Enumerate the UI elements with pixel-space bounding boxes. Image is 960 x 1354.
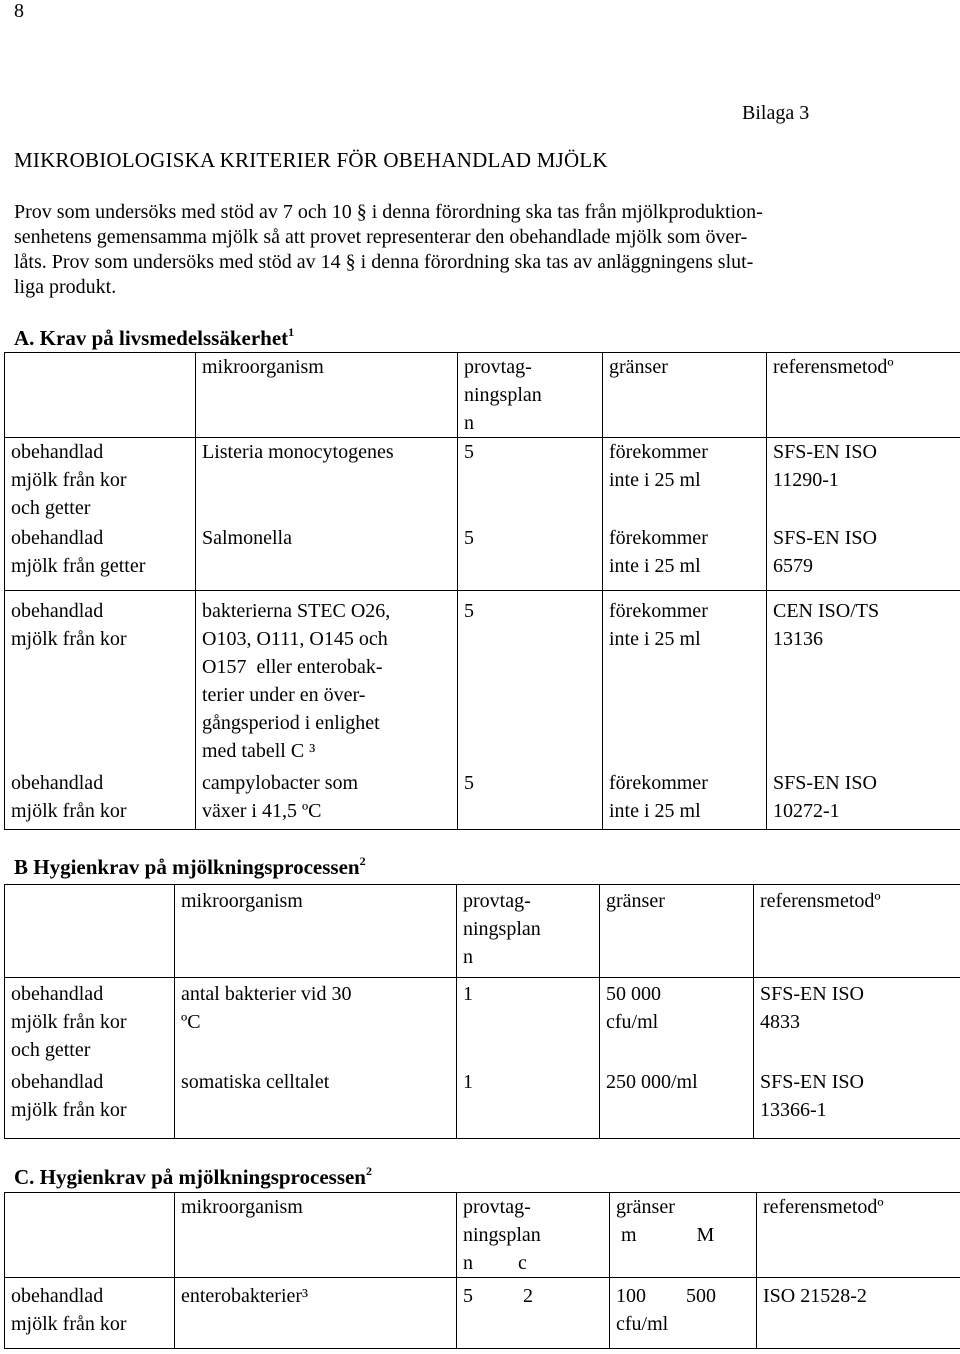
organism-cell: somatiska celltalet [175, 1068, 457, 1139]
header-limits: gränser m M [610, 1193, 757, 1278]
header-product [5, 885, 175, 978]
section-c-table [4, 1192, 960, 1349]
table-header-row [5, 353, 960, 438]
table-row [5, 978, 960, 1069]
header-organism: mikroorganism [196, 353, 458, 438]
table-row [5, 591, 960, 770]
header-organism: mikroorganism [175, 1193, 457, 1278]
limit-cell: 100 500 cfu/ml [610, 1278, 757, 1349]
limit-cell: förekommer inte i 25 ml [603, 769, 767, 830]
header-plan: provtag- ningsplan n [457, 885, 600, 978]
footnote-marker: 2 [359, 854, 366, 868]
header-limits: gränser [603, 353, 767, 438]
method-cell: CEN ISO/TS 13136 [767, 591, 960, 770]
section-b-heading [14, 854, 366, 880]
header-product [5, 353, 196, 438]
method-cell: SFS-EN ISO 11290-1 [767, 438, 960, 525]
limit-cell: förekommer inte i 25 ml [603, 591, 767, 770]
method-cell: SFS-EN ISO 10272-1 [767, 769, 960, 830]
table-row [5, 1068, 960, 1139]
footnote-marker: 1 [288, 325, 295, 339]
intro-line: liga produkt. [14, 276, 117, 298]
product-cell: obehandlad mjölk från kor och getter [5, 438, 196, 525]
header-method: referensmetodº [767, 353, 960, 438]
header-method: referensmetodº [757, 1193, 960, 1278]
product-cell: obehandlad mjölk från kor [5, 591, 196, 770]
n-cell: 5 [458, 438, 603, 525]
table-row [5, 769, 960, 830]
n-cell: 5 [458, 769, 603, 830]
limit-cell: förekommer inte i 25 ml [603, 438, 767, 525]
limit-cell: 50 000 cfu/ml [600, 978, 754, 1069]
organism-cell: antal bakterier vid 30 ºC [175, 978, 457, 1069]
table-row [5, 524, 960, 591]
section-b-title: B Hygienkrav på mjölkningsprocessen [14, 855, 360, 879]
section-a-table [4, 352, 960, 830]
section-b-table [4, 884, 960, 1139]
limit-cell: 250 000/ml [600, 1068, 754, 1139]
section-c-title: C. Hygienkrav på mjölkningsprocessen [14, 1165, 366, 1189]
product-cell: obehandlad mjölk från getter [5, 524, 196, 591]
footnote-marker: 2 [366, 1164, 372, 1178]
intro-paragraph [14, 200, 944, 300]
n-cell: 1 [457, 1068, 600, 1139]
table-header-row [5, 1193, 960, 1278]
product-cell: obehandlad mjölk från kor [5, 769, 196, 830]
organism-cell: Salmonella [196, 524, 458, 591]
n-cell: 5 [458, 524, 603, 591]
organism-cell: campylobacter som växer i 41,5 ºC [196, 769, 458, 830]
method-cell: SFS-EN ISO 13366-1 [754, 1068, 960, 1139]
n-cell: 5 [458, 591, 603, 770]
method-cell: ISO 21528-2 [757, 1278, 960, 1349]
n-c-cell: 5 2 [457, 1278, 610, 1349]
header-organism: mikroorganism [175, 885, 457, 978]
organism-cell: bakterierna STEC O26, O103, O111, O145 och O157 eller enterobak- terier under en över- gångsperiod i enlighet med tabell C ³ [196, 591, 458, 770]
product-cell: obehandlad mjölk från kor och getter [5, 978, 175, 1069]
product-cell: obehandlad mjölk från kor [5, 1278, 175, 1349]
product-cell: obehandlad mjölk från kor [5, 1068, 175, 1139]
header-plan: provtag- ningsplan n [458, 353, 603, 438]
document-title: MIKROBIOLOGISKA KRITERIER FÖR OBEHANDLAD MJÖLK [14, 148, 608, 172]
method-cell: SFS-EN ISO 6579 [767, 524, 960, 591]
header-product [5, 1193, 175, 1278]
intro-line: låts. Prov som undersöks med stöd av 14 § i denna förordning ska tas av anläggningens slut- [14, 251, 754, 273]
table-header-row [5, 885, 960, 978]
organism-cell: enterobakterier³ [175, 1278, 457, 1349]
header-limits: gränser [600, 885, 754, 978]
intro-line: Prov som undersöks med stöd av 7 och 10 § i denna förordning ska tas från mjölkproduktion- [14, 201, 763, 223]
method-cell: SFS-EN ISO 4833 [754, 978, 960, 1069]
section-a-heading [14, 325, 294, 351]
section-a-title: A. Krav på livsmedelssäkerhet [14, 326, 289, 350]
intro-line: senhetens gemensamma mjölk så att provet representerar den obehandlade mjölk som över- [14, 226, 748, 248]
attachment-label: Bilaga 3 [742, 102, 810, 124]
organism-cell: Listeria monocytogenes [196, 438, 458, 525]
table-row [5, 438, 960, 525]
page-number: 8 [14, 0, 24, 22]
limit-cell: förekommer inte i 25 ml [603, 524, 767, 591]
header-plan: provtag- ningsplan n c [457, 1193, 610, 1278]
section-c-heading [14, 1164, 372, 1190]
table-row [5, 1278, 960, 1349]
n-cell: 1 [457, 978, 600, 1069]
header-method: referensmetodº [754, 885, 960, 978]
